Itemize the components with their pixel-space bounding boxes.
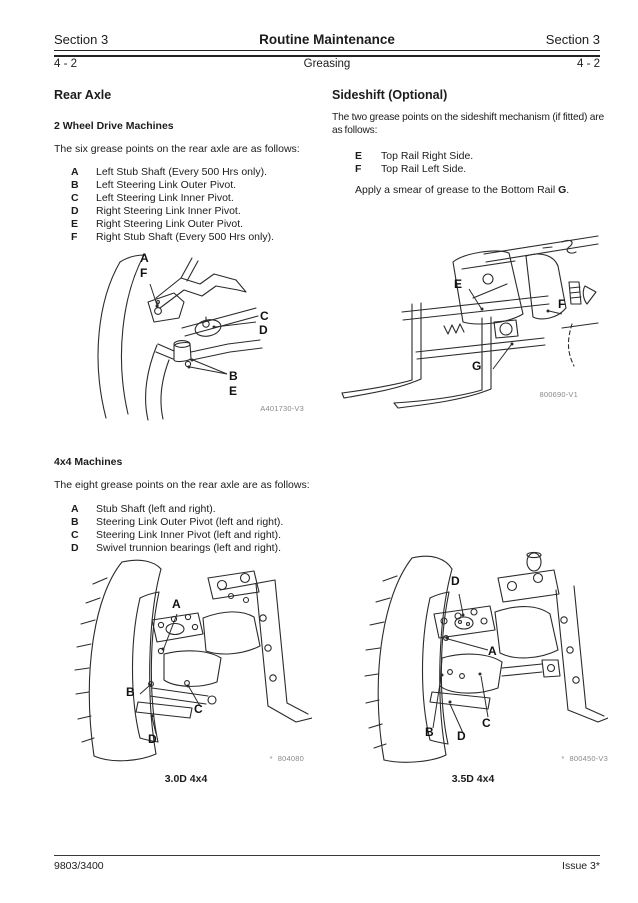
figure-sideshift-drawing bbox=[336, 232, 600, 410]
list-item bbox=[54, 179, 314, 192]
item-key: A bbox=[71, 166, 79, 178]
callout-d-bottom: D bbox=[457, 729, 466, 743]
footer-publication-number: 9803/3400 bbox=[54, 860, 104, 872]
subheader-title: Greasing bbox=[303, 58, 351, 70]
note-text: Apply a smear of grease to the Bottom Rail bbox=[355, 184, 559, 196]
ref-star: * bbox=[269, 754, 273, 763]
footer-rule bbox=[54, 855, 600, 856]
callout-g: G bbox=[472, 359, 482, 373]
subheader-page-right: 4 - 2 bbox=[576, 58, 600, 70]
item-text: Steering Link Inner Pivot (left and right). bbox=[96, 529, 282, 541]
item-key: E bbox=[355, 150, 363, 162]
page-footer bbox=[54, 860, 600, 872]
figure-ref-2wd: A401730-V3 bbox=[260, 404, 304, 413]
callout-b: B bbox=[126, 685, 135, 699]
subheader-page-left: 4 - 2 bbox=[54, 58, 78, 70]
list-item bbox=[54, 503, 354, 516]
item-text: Left Steering Link Outer Pivot. bbox=[96, 179, 237, 191]
callout-f: F bbox=[140, 266, 148, 280]
list-item bbox=[54, 516, 354, 529]
figure-35d-drawing bbox=[338, 548, 608, 766]
ref-star: * bbox=[561, 754, 565, 763]
item-key: F bbox=[71, 231, 78, 243]
callout-f: F bbox=[558, 297, 566, 311]
grease-list-sideshift bbox=[332, 150, 602, 176]
item-key: D bbox=[71, 542, 79, 554]
callout-e: E bbox=[454, 277, 463, 291]
intro-2wd: The six grease points on the rear axle are as follows: bbox=[54, 143, 300, 155]
note-bold-g: G bbox=[558, 184, 567, 196]
caption-35d: 3.5D 4x4 bbox=[451, 773, 495, 785]
item-text: Right Steering Link Outer Pivot. bbox=[96, 218, 244, 230]
figure-ref-35d bbox=[561, 754, 608, 763]
list-item bbox=[54, 192, 314, 205]
ref-number: 804080 bbox=[277, 754, 304, 763]
item-text: Right Steering Link Inner Pivot. bbox=[96, 205, 241, 217]
header-section-left: Section 3 bbox=[54, 32, 109, 47]
figure-2wd-drawing bbox=[60, 248, 312, 423]
figure-2wd-rear-axle bbox=[60, 248, 312, 423]
sideshift-title: Sideshift (Optional) bbox=[332, 88, 448, 102]
list-item bbox=[332, 163, 602, 176]
callout-a: A bbox=[488, 644, 497, 658]
item-text: Swivel trunnion bearings (left and right). bbox=[96, 542, 282, 554]
callout-d: D bbox=[148, 732, 157, 746]
item-key: E bbox=[71, 218, 79, 230]
list-item bbox=[54, 529, 354, 542]
callout-b: B bbox=[425, 725, 434, 739]
callout-c: C bbox=[260, 309, 269, 323]
figure-35d-4x4 bbox=[338, 548, 608, 766]
item-key: C bbox=[71, 529, 79, 541]
item-text: Stub Shaft (left and right). bbox=[96, 503, 216, 515]
item-text: Top Rail Right Side. bbox=[381, 150, 474, 162]
heading-2wd: 2 Wheel Drive Machines bbox=[54, 120, 174, 132]
callout-d-top: D bbox=[451, 574, 460, 588]
figure-30d-drawing bbox=[60, 556, 312, 768]
item-key: B bbox=[71, 179, 79, 191]
callout-e: E bbox=[229, 384, 238, 398]
list-item bbox=[54, 231, 314, 244]
sideshift-note bbox=[355, 184, 605, 196]
item-text: Steering Link Outer Pivot (left and right). bbox=[96, 516, 284, 528]
list-item bbox=[54, 166, 314, 179]
callout-c: C bbox=[482, 716, 491, 730]
item-text: Top Rail Left Side. bbox=[381, 163, 467, 175]
callout-c: C bbox=[194, 702, 203, 716]
item-key: F bbox=[355, 163, 362, 175]
item-key: C bbox=[71, 192, 79, 204]
header-section-right: Section 3 bbox=[545, 32, 600, 47]
caption-30d: 3.0D 4x4 bbox=[164, 773, 208, 785]
item-text: Left Steering Link Inner Pivot. bbox=[96, 192, 234, 204]
ref-number: 800450-V3 bbox=[569, 754, 608, 763]
footer-issue: Issue 3* bbox=[562, 860, 600, 872]
callout-a: A bbox=[140, 251, 149, 265]
callout-b: B bbox=[229, 369, 238, 383]
figure-ref-sideshift: 800690-V1 bbox=[539, 390, 578, 399]
intro-4x4: The eight grease points on the rear axle are as follows: bbox=[54, 479, 310, 491]
grease-list-4x4 bbox=[54, 503, 354, 555]
intro-sideshift: The two grease points on the sideshift mechanism (if fitted) are as follows: bbox=[332, 112, 604, 136]
item-key: B bbox=[71, 516, 79, 528]
page-title: Routine Maintenance bbox=[259, 32, 395, 47]
header-rule bbox=[54, 50, 600, 57]
list-item bbox=[54, 542, 354, 555]
item-text: Right Stub Shaft (Every 500 Hrs only). bbox=[96, 231, 274, 243]
list-item bbox=[332, 150, 602, 163]
figure-ref-30d bbox=[270, 754, 304, 763]
note-period: . bbox=[566, 184, 570, 196]
callout-d: D bbox=[259, 323, 268, 337]
rear-axle-title: Rear Axle bbox=[54, 88, 112, 102]
grease-list-2wd bbox=[54, 166, 314, 244]
item-key: A bbox=[71, 503, 79, 515]
heading-4x4: 4x4 Machines bbox=[54, 456, 123, 468]
page-header bbox=[54, 32, 600, 47]
list-item bbox=[54, 205, 314, 218]
item-key: D bbox=[71, 205, 79, 217]
figure-30d-4x4 bbox=[60, 556, 312, 768]
item-text: Left Stub Shaft (Every 500 Hrs only). bbox=[96, 166, 267, 178]
figure-sideshift bbox=[336, 232, 600, 410]
callout-a: A bbox=[172, 597, 181, 611]
list-item bbox=[54, 218, 314, 231]
page-subheader bbox=[54, 58, 600, 70]
